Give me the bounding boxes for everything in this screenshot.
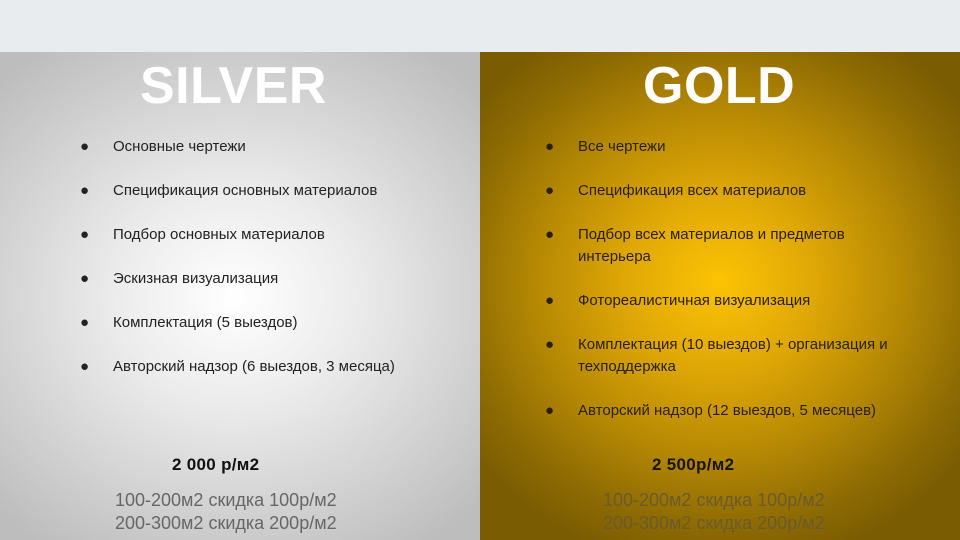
bullet-icon: ● <box>545 138 555 155</box>
feature-label: Подбор основных материалов <box>113 226 325 243</box>
bullet-icon: ● <box>80 358 90 375</box>
feature-label: Спецификация всех материалов <box>578 182 807 199</box>
silver-discount-tier-2: 200-300м2 скидка 200р/м2 <box>115 513 337 533</box>
gold-plan-title: GOLD <box>643 57 796 115</box>
gold-feature-item <box>545 224 915 268</box>
gold-discount-tier-2: 200-300м2 скидка 200р/м2 <box>603 513 825 533</box>
feature-label: Спецификация основных материалов <box>113 182 378 199</box>
feature-label: Авторский надзор (6 выездов, 3 месяца) <box>113 358 395 375</box>
silver-feature-item <box>80 180 470 202</box>
bullet-icon: ● <box>80 138 90 155</box>
silver-discount-tier-1: 100-200м2 скидка 100р/м2 <box>115 490 337 510</box>
gold-feature-item <box>545 334 915 378</box>
gold-feature-item <box>545 400 915 422</box>
silver-plan-panel <box>0 52 480 540</box>
feature-label: Комплектация (10 выездов) + организация и техподдержка <box>578 336 888 375</box>
feature-label: Основные чертежи <box>113 138 246 155</box>
feature-label: Фотореалистичная визуализация <box>578 292 811 309</box>
bullet-icon: ● <box>80 270 90 287</box>
feature-label: Комплектация (5 выездов) <box>113 314 298 331</box>
gold-feature-item <box>545 180 915 202</box>
silver-feature-item <box>80 268 470 290</box>
bullet-icon: ● <box>545 336 555 353</box>
feature-label: Подбор всех материалов и предметов интерьера <box>578 226 845 265</box>
gold-plan-panel <box>480 52 960 540</box>
feature-label: Авторский надзор (12 выездов, 5 месяцев) <box>578 402 877 419</box>
bullet-icon: ● <box>80 182 90 199</box>
silver-feature-item <box>80 136 470 158</box>
bullet-icon: ● <box>80 314 90 331</box>
gold-discount-tier-1: 100-200м2 скидка 100р/м2 <box>603 490 825 510</box>
silver-feature-item <box>80 312 470 334</box>
silver-feature-item <box>80 224 470 246</box>
bullet-icon: ● <box>545 402 555 419</box>
bullet-icon: ● <box>80 226 90 243</box>
feature-label: Эскизная визуализация <box>113 270 279 287</box>
silver-feature-item <box>80 356 470 378</box>
gold-feature-list <box>545 136 915 444</box>
gold-feature-item <box>545 136 915 158</box>
silver-plan-title: SILVER <box>140 57 327 115</box>
feature-label: Все чертежи <box>578 138 666 155</box>
gold-feature-item <box>545 290 915 312</box>
top-bar <box>0 0 960 52</box>
bullet-icon: ● <box>545 182 555 199</box>
gold-price: 2 500р/м2 <box>652 455 735 474</box>
bullet-icon: ● <box>545 226 555 243</box>
silver-price: 2 000 р/м2 <box>172 455 260 474</box>
silver-feature-list <box>80 136 470 400</box>
bullet-icon: ● <box>545 292 555 309</box>
